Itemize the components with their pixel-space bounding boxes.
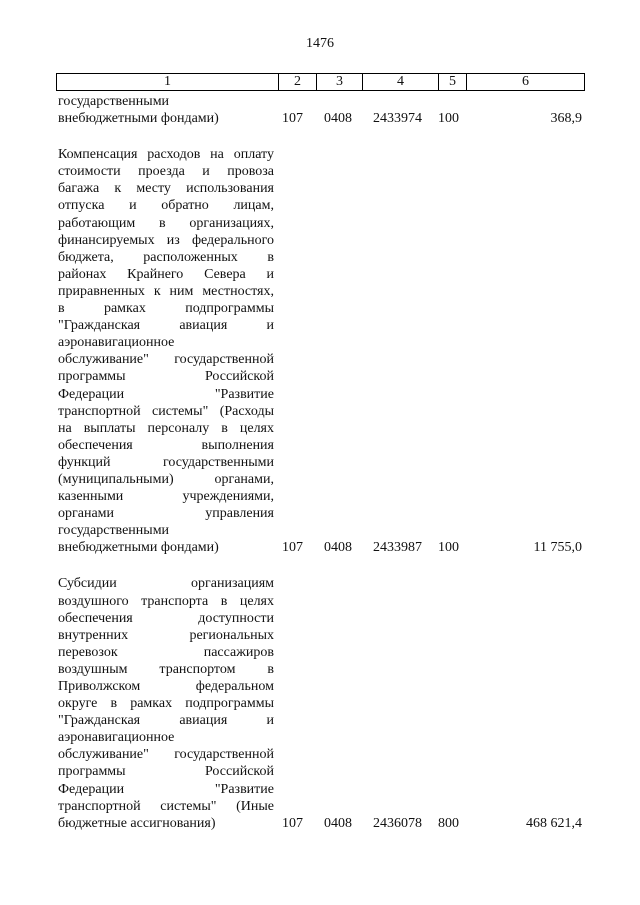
description-line: приравненных к ним местностях, (58, 283, 274, 299)
table-row (0, 146, 640, 556)
row-values (0, 815, 640, 832)
table-row (0, 575, 640, 831)
row-spacer (0, 127, 640, 146)
cell-c4: 2433974 (373, 111, 422, 127)
description-line: аэронавигационное (58, 730, 175, 746)
column-header-6: 6 (467, 74, 585, 91)
description-line: транспортной системы" (Иные (58, 798, 274, 814)
description-line: "Гражданская авиация и (58, 713, 274, 729)
column-header-table (56, 73, 585, 91)
description-line: обеспечения доступности (58, 610, 274, 626)
cell-c3: 0408 (324, 111, 352, 127)
cell-c5: 800 (438, 815, 459, 831)
cell-c2: 107 (282, 815, 303, 831)
row-description (58, 146, 274, 556)
description-line: программы Российской (58, 764, 274, 780)
description-line: внутренних региональных (58, 627, 274, 643)
table-row (0, 93, 640, 127)
description-line: внебюджетными фондами) (58, 111, 219, 127)
description-line: работающим в организациях, (58, 215, 274, 231)
description-line: государственными (58, 523, 170, 539)
description-line: (муниципальными) органами, (58, 471, 274, 487)
description-line: багажа к месту использования (58, 181, 274, 197)
column-header-5: 5 (439, 74, 467, 91)
description-line: "Гражданская авиация и (58, 318, 274, 334)
description-line: Приволжском федеральном (58, 679, 274, 694)
description-line: финансируемых из федерального (58, 232, 274, 248)
cell-c2: 107 (282, 111, 303, 127)
description-line: государственными (58, 94, 170, 109)
budget-rows (0, 93, 640, 832)
cell-c3: 0408 (324, 540, 352, 556)
description-line: бюджета, расположенных в (58, 249, 274, 265)
page-number: 1476 (306, 36, 334, 51)
cell-c4: 2436078 (373, 815, 422, 831)
column-header-1: 1 (57, 74, 279, 91)
cell-c5: 100 (438, 540, 459, 556)
cell-c6: 468 621,4 (526, 815, 582, 831)
description-line: обслуживание" государственной (58, 747, 274, 763)
description-line: программы Российской (58, 369, 274, 385)
column-header-3: 3 (317, 74, 363, 91)
description-line: Федерации "Развитие (58, 386, 274, 402)
column-header-row (57, 74, 585, 91)
description-line: Компенсация расходов на оплату (58, 147, 274, 163)
description-line: Федерации "Развитие (58, 781, 274, 797)
description-line: районах Крайнего Севера и (58, 266, 274, 282)
cell-c3: 0408 (324, 815, 352, 831)
description-line: перевозок пассажиров (58, 644, 274, 660)
description-line: стоимости проезда и провоза (58, 164, 274, 180)
cell-c5: 100 (438, 111, 459, 127)
description-line: воздушным транспортом в (58, 661, 274, 677)
description-line: функций государственными (58, 454, 274, 470)
description-line: в рамках подпрограммы (58, 301, 274, 317)
description-line: отпуска и обратно лицам, (58, 198, 274, 214)
column-header-2: 2 (279, 74, 317, 91)
row-values (0, 539, 640, 556)
row-description (58, 575, 274, 831)
description-line: на выплаты персоналу в целях (58, 420, 274, 436)
description-line: транспортной системы" (Расходы (58, 403, 274, 419)
description-line: внебюджетными фондами) (58, 540, 219, 556)
description-line: казенными учреждениями, (58, 489, 274, 505)
description-line: органами управления (58, 506, 274, 522)
description-line: аэронавигационное (58, 335, 175, 351)
description-line: обеспечения выполнения (58, 437, 274, 453)
description-line: бюджетные ассигнования) (58, 815, 216, 831)
cell-c6: 11 755,0 (533, 540, 582, 556)
row-spacer (0, 556, 640, 575)
description-line: воздушного транспорта в целях (58, 593, 274, 609)
column-header-4: 4 (363, 74, 439, 91)
cell-c2: 107 (282, 540, 303, 556)
description-line: округе в рамках подпрограммы (58, 696, 274, 712)
row-values (0, 110, 640, 127)
description-line: обслуживание" государственной (58, 352, 274, 368)
cell-c6: 368,9 (550, 111, 582, 127)
cell-c4: 2433987 (373, 540, 422, 556)
description-line: Субсидии организациям (58, 576, 274, 592)
